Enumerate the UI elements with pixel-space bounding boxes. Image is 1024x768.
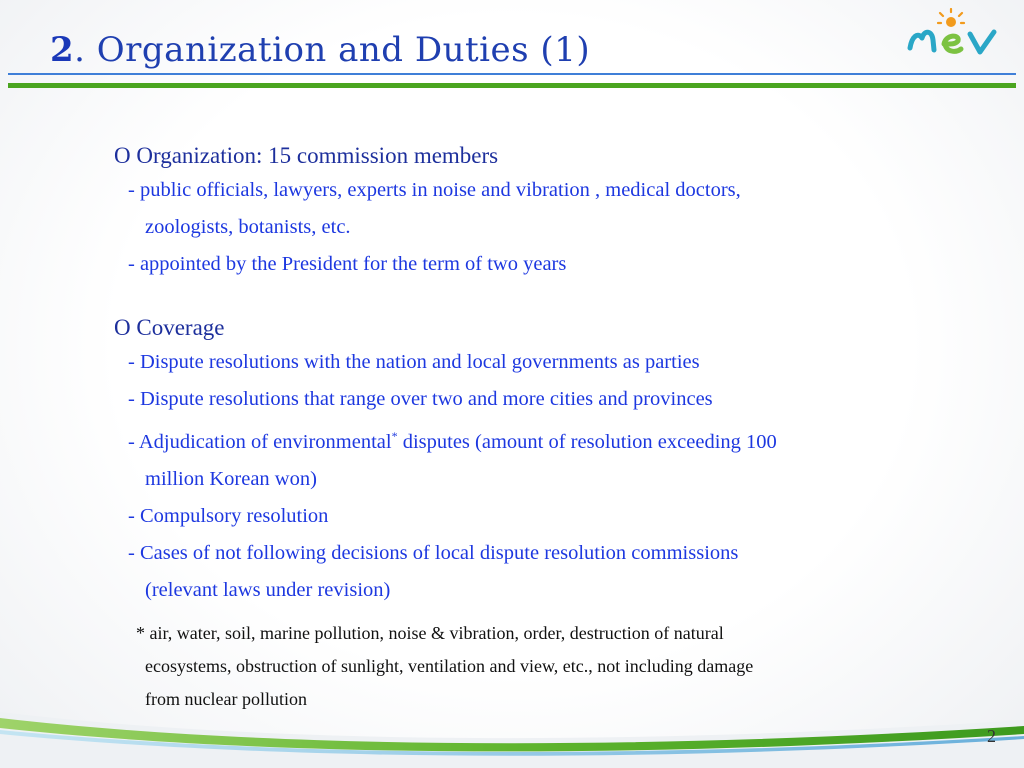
- header-rule-blue: [8, 73, 1016, 75]
- footer-wave: [0, 690, 1024, 768]
- bullet-continuation: (relevant laws under revision): [145, 578, 391, 601]
- bullet-compulsory: - Compulsory resolution: [128, 504, 329, 527]
- section-heading-coverage: O Coverage: [114, 315, 225, 340]
- footnote-line: * air, water, soil, marine pollution, noise & vibration, order, destruction of natural: [136, 622, 724, 643]
- title-text: . Organization and Duties (1): [74, 30, 591, 70]
- bullet-adjudication: [128, 418, 974, 498]
- footnote-line: ecosystems, obstruction of sunlight, ventilation and view, etc., not including damage: [145, 655, 754, 676]
- bullet-continuation: million Korean won): [145, 467, 317, 490]
- bullet-local-decisions: [128, 535, 974, 609]
- title-number: 2: [50, 30, 75, 70]
- section-heading-organization: O Organization: 15 commission members: [114, 143, 499, 168]
- bullet-nation-disputes: - Dispute resolutions with the nation and local governments as parties: [128, 351, 700, 373]
- footnote-line: from nuclear pollution: [145, 688, 307, 709]
- header-rule-green: [8, 83, 1016, 88]
- bullet-line: - Cases of not following decisions of local dispute resolution commissions: [128, 541, 739, 564]
- bullet-line-start: - Adjudication of environmental: [128, 430, 392, 453]
- footnote-marker: *: [391, 429, 398, 443]
- slide-title: [50, 30, 590, 70]
- bullet-line: - public officials, lawyers, experts in noise and vibration , medical doctors,: [128, 179, 741, 201]
- bullet-continuation: zoologists, botanists, etc.: [145, 216, 351, 238]
- bullet-line-end: disputes (amount of resolution exceeding 100: [397, 430, 777, 453]
- bullet-appointment: - appointed by the President for the term of two years: [128, 253, 567, 275]
- page-number: 2: [987, 726, 996, 746]
- bullet-members: [128, 172, 974, 246]
- bullet-cities-provinces: - Dispute resolutions that range over two and more cities and provinces: [128, 388, 713, 410]
- mev-logo: [904, 8, 1016, 64]
- slide-content: [114, 140, 974, 716]
